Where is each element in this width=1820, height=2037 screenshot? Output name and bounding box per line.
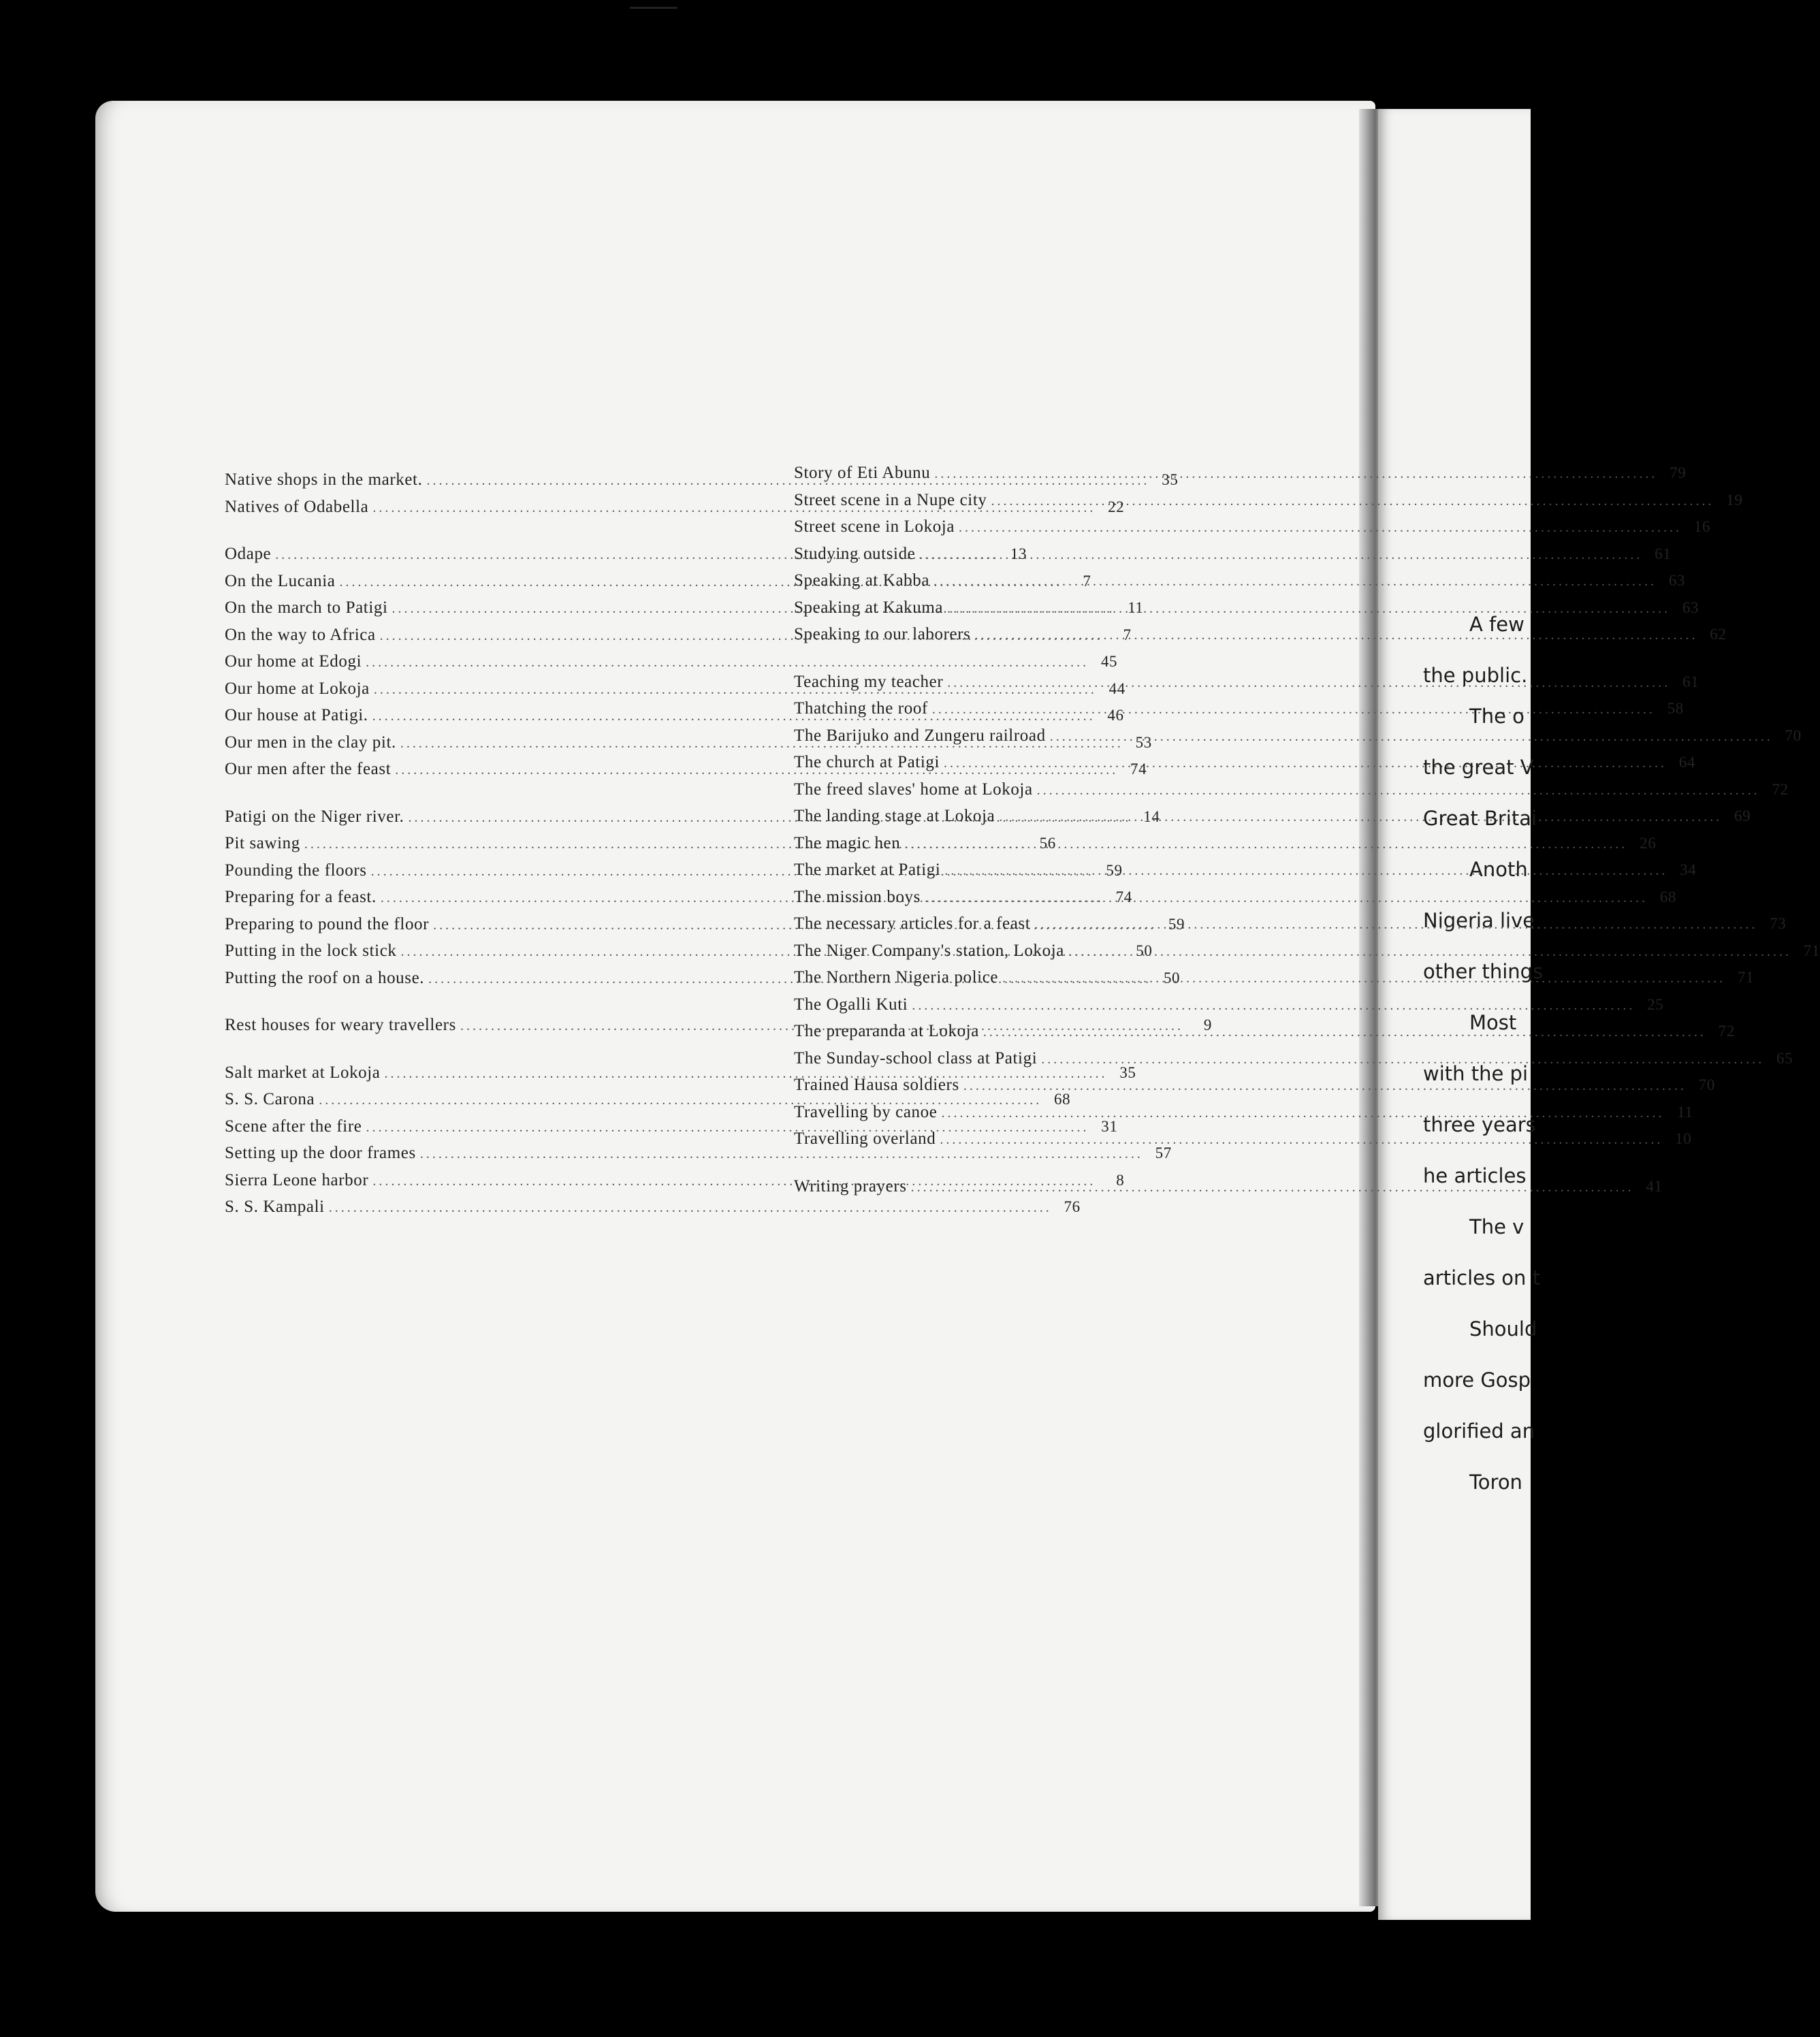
entry-title: The Northern Nigeria police xyxy=(794,968,999,987)
dot-leader xyxy=(933,569,1657,595)
entry-page-number: 45 xyxy=(1100,653,1118,670)
entry-page-number: 61 xyxy=(1655,545,1672,562)
index-entry xyxy=(794,514,1711,541)
entry-page-number: 71 xyxy=(1803,942,1820,959)
entry-title: S. S. Kampali xyxy=(225,1198,325,1216)
entry-page-number: 63 xyxy=(1668,572,1686,589)
entry-title: The mission boys xyxy=(794,887,921,906)
dot-leader xyxy=(940,1127,1663,1153)
entry-title: Pit sawing xyxy=(225,834,300,852)
entry-title: The Ogalli Kuti xyxy=(794,995,908,1014)
entry-title: Our home at Edogi xyxy=(225,652,362,671)
dot-leader xyxy=(932,697,1655,723)
entry-page-number: 74 xyxy=(1130,760,1147,777)
dot-leader xyxy=(947,671,1670,696)
right-page-text-fragment: he articles xyxy=(1423,1164,1527,1187)
dot-leader xyxy=(983,1020,1706,1046)
right-page-text-fragment: Toron xyxy=(1469,1471,1522,1494)
right-page-text-fragment: The v xyxy=(1469,1215,1524,1238)
index-entry xyxy=(794,1046,1793,1073)
entry-title: Sierra Leone harbor xyxy=(225,1170,369,1189)
entry-page-number: 73 xyxy=(1770,915,1787,932)
right-page-text-fragment: The o xyxy=(1469,705,1524,728)
entry-title: The Sunday-school class at Patigi xyxy=(794,1048,1038,1068)
index-entry xyxy=(794,595,1699,622)
entry-page-number: 31 xyxy=(1101,1117,1118,1135)
entry-title: The church at Patigi xyxy=(794,753,940,771)
entry-page-number: 14 xyxy=(1143,807,1160,825)
entry-page-number: 72 xyxy=(1718,1023,1735,1040)
entry-title: Speaking at Kakuma xyxy=(794,598,944,617)
right-page-text-fragment: the public. xyxy=(1423,664,1528,687)
entry-title: The freed slaves' home at Lokoja xyxy=(794,780,1033,799)
entry-title: Thatching the roof xyxy=(794,699,928,718)
right-page-text-fragment: more Gosp xyxy=(1423,1368,1531,1392)
entry-title: On the way to Africa xyxy=(225,625,376,644)
index-entry xyxy=(794,487,1743,515)
entry-page-number: 9 xyxy=(1203,1016,1212,1033)
entry-page-number: 68 xyxy=(1659,888,1676,905)
entry-page-number: 72 xyxy=(1772,780,1789,798)
index-entry xyxy=(794,884,1676,912)
entry-title: Speaking at Kabba xyxy=(794,571,930,590)
entry-title: The preparanda at Lokoja xyxy=(794,1022,979,1040)
index-entry xyxy=(794,541,1672,568)
entry-title: Natives of Odabella xyxy=(225,497,369,516)
entry-page-number: 19 xyxy=(1726,491,1743,509)
entry-title: Travelling overland xyxy=(794,1129,936,1148)
right-page-text-fragment: Great Britai xyxy=(1423,807,1537,830)
entry-title: The landing stage at Lokoja xyxy=(794,807,995,825)
group-spacer xyxy=(225,1040,776,1060)
entry-title: The market at Patigi xyxy=(794,861,941,879)
index-entry xyxy=(794,460,1687,487)
entry-page-number: 41 xyxy=(1646,1177,1663,1195)
entry-title: Pounding the floors xyxy=(225,861,367,880)
dot-leader xyxy=(963,1074,1687,1100)
entry-title: Rest houses for weary travellers xyxy=(225,1016,456,1034)
dot-leader xyxy=(934,462,1657,487)
entry-page-number: 61 xyxy=(1682,673,1699,690)
entry-title: On the march to Patigi xyxy=(225,598,388,617)
dot-leader xyxy=(925,886,1648,912)
index-entry xyxy=(225,1140,1172,1168)
entry-title: Street scene in a Nupe city xyxy=(794,490,987,509)
dot-leader xyxy=(912,993,1635,1019)
entry-title: Our home at Lokoja xyxy=(225,679,370,698)
entry-page-number: 79 xyxy=(1670,464,1687,481)
entry-page-number: 57 xyxy=(1155,1144,1172,1161)
right-page-text-fragment: other things xyxy=(1423,960,1544,983)
entry-page-number: 25 xyxy=(1647,995,1664,1013)
entry-page-number: 46 xyxy=(1107,707,1124,724)
right-page-text-fragment: with the pi xyxy=(1423,1062,1529,1085)
entry-title: Our men in the clay pit. xyxy=(225,733,396,752)
index-entry xyxy=(794,568,1686,595)
index-entry xyxy=(794,992,1664,1019)
entry-title: Native shops in the market. xyxy=(225,470,423,489)
entry-page-number: 26 xyxy=(1640,834,1657,852)
dot-leader xyxy=(1037,778,1760,804)
entry-title: Our men after the feast xyxy=(225,760,392,778)
entry-title: Odape xyxy=(225,545,272,563)
group-spacer xyxy=(225,521,776,541)
entry-page-number: 7 xyxy=(1123,626,1132,643)
dot-leader xyxy=(1002,966,1725,992)
entry-title: Patigi on the Niger river. xyxy=(225,807,404,826)
dot-leader xyxy=(944,859,1667,884)
index-entry xyxy=(225,649,1118,676)
entry-title: Speaking to our laborers xyxy=(794,625,971,643)
entry-page-number: 11 xyxy=(1677,1103,1693,1121)
entry-page-number: 34 xyxy=(1680,861,1697,878)
entry-page-number: 76 xyxy=(1064,1198,1081,1215)
group-spacer xyxy=(794,649,1342,669)
dot-leader xyxy=(974,623,1697,649)
entry-title: Street scene in Lokoja xyxy=(794,517,955,536)
entry-page-number: 35 xyxy=(1162,471,1179,488)
entry-page-number: 16 xyxy=(1693,518,1711,535)
entry-page-number: 69 xyxy=(1734,807,1751,824)
index-entry xyxy=(794,777,1789,804)
index-entry xyxy=(794,723,1802,750)
entry-page-number: 70 xyxy=(1785,726,1802,744)
entry-page-number: 35 xyxy=(1119,1063,1136,1081)
entry-page-number: 13 xyxy=(1010,545,1027,562)
entry-page-number: 50 xyxy=(1136,942,1153,959)
entry-page-number: 71 xyxy=(1737,969,1755,986)
entry-title: The Niger Company's station, Lokoja xyxy=(794,941,1064,960)
entry-title: Scene after the fire xyxy=(225,1117,362,1136)
right-page-text-fragment: glorified an xyxy=(1423,1420,1535,1443)
group-spacer xyxy=(225,784,776,804)
index-entry xyxy=(794,831,1657,858)
group-spacer xyxy=(225,992,776,1012)
entry-page-number: 53 xyxy=(1135,733,1152,751)
entry-page-number: 65 xyxy=(1776,1049,1793,1067)
dot-leader xyxy=(1034,912,1757,938)
entry-title: The magic hen xyxy=(794,833,901,852)
entry-page-number: 7 xyxy=(1083,572,1091,590)
entry-title: Setting up the door frames xyxy=(225,1144,416,1162)
entry-page-number: 70 xyxy=(1698,1076,1715,1093)
dot-leader xyxy=(919,543,1642,568)
entry-page-number: 44 xyxy=(1108,679,1125,697)
dot-leader xyxy=(947,596,1670,622)
entry-page-number: 56 xyxy=(1039,835,1056,852)
entry-title: Studying outside xyxy=(794,544,916,563)
entry-page-number: 64 xyxy=(1678,754,1696,771)
entry-title: Teaching my teacher xyxy=(794,672,944,691)
right-page-text-fragment: Should xyxy=(1469,1317,1537,1341)
right-page-text-fragment: Most xyxy=(1469,1011,1517,1034)
entry-page-number: 59 xyxy=(1106,861,1123,879)
dot-leader xyxy=(999,805,1722,831)
entry-title: Our house at Patigi. xyxy=(225,706,368,724)
dot-leader xyxy=(959,515,1682,541)
dot-leader xyxy=(941,1101,1664,1127)
entry-title: Writing prayers xyxy=(794,1176,907,1196)
entry-title: Putting in the lock stick xyxy=(225,942,397,960)
entry-title: Preparing to pound the floor xyxy=(225,914,430,933)
right-page-text-fragment: articles on t xyxy=(1423,1266,1541,1289)
entry-title: Story of Eti Abunu xyxy=(794,464,931,482)
film-scratch xyxy=(630,7,677,9)
dot-leader xyxy=(944,751,1667,777)
index-entry xyxy=(794,1126,1692,1153)
entry-page-number: 59 xyxy=(1168,915,1185,933)
entry-title: Preparing for a feast. xyxy=(225,888,377,906)
group-spacer xyxy=(794,1153,1342,1174)
entry-page-number: 8 xyxy=(1116,1171,1125,1189)
entry-title: S. S. Carona xyxy=(225,1090,315,1108)
right-page-text-fragment: the great V xyxy=(1423,756,1534,779)
right-page-text-fragment: A few xyxy=(1469,613,1524,636)
entry-title: The necessary articles for a feast xyxy=(794,914,1031,933)
dot-leader xyxy=(1041,1047,1764,1073)
index-entry xyxy=(794,938,1820,965)
entry-page-number: 10 xyxy=(1675,1130,1692,1147)
dot-leader xyxy=(991,489,1714,515)
entry-page-number: 22 xyxy=(1108,498,1125,515)
entry-title: Travelling by canoe xyxy=(794,1102,938,1121)
entry-title: The Barijuko and Zungeru railroad xyxy=(794,726,1046,745)
entry-page-number: 74 xyxy=(1115,888,1132,905)
entry-title: Trained Hausa soldiers xyxy=(794,1076,959,1094)
entry-title: Salt market at Lokoja xyxy=(225,1063,381,1082)
entry-page-number: 68 xyxy=(1054,1091,1071,1108)
right-page-text-fragment: Anoth xyxy=(1469,858,1528,881)
right-page-text-fragment: Nigeria live xyxy=(1423,909,1535,932)
entry-page-number: 11 xyxy=(1128,599,1144,616)
entry-title: On the Lucania xyxy=(225,571,336,590)
entry-page-number: 62 xyxy=(1710,626,1727,643)
right-page-text-fragment: three years xyxy=(1423,1113,1536,1136)
entry-page-number: 58 xyxy=(1667,700,1684,717)
dot-leader xyxy=(904,832,1627,858)
entry-title: Putting the roof on a house. xyxy=(225,968,425,987)
index-entry xyxy=(225,1194,1081,1221)
dot-leader xyxy=(1050,724,1773,750)
entry-page-number: 63 xyxy=(1682,598,1699,616)
entry-page-number: 50 xyxy=(1163,969,1181,987)
